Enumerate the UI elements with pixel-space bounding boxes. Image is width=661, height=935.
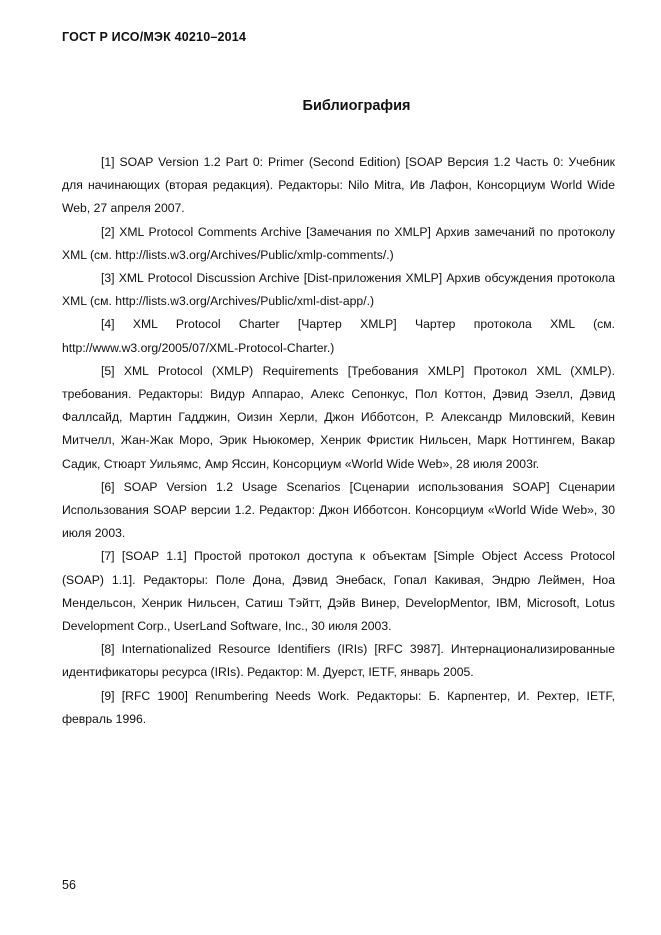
bibliography-entry-2: [2] XML Protocol Comments Archive [Замечания по XMLP] Архив замечаний по протоколу XML (см. http://lists.w3.org/Archives/Public/xmlp-comments/.) [62, 224, 615, 262]
bibliography-entry-5: [5] XML Protocol (XMLP) Requirements [Требования XMLP] Протокол XML (XMLP). требования. Редакторы: Видур Аппарао, Алекс Сепонкус, Пол Коттон, Дэвид Эзелл, Дэвид Фаллсайд, Мартин Гадджин, Оизин Херли, Джон Ибботсон, Р. Александр Миловский, Кевин Митчелл, Жан-Жак Моро, Эрик Ньюкомер, Хенрик Фристик Нильсен, Марк Ноттингем, Вакар Садик, Стюарт Уильямс, Амр Яссин, Консорциум «World Wide Web», 28 июля 2003г. [62, 363, 615, 471]
bibliography-entry-1: [1] SOAP Version 1.2 Part 0: Primer (Second Edition) [SOAP Версия 1.2 Часть 0: Учебник для начинающих (вторая редакция). Редакторы: Nilo Mitra, Ив Лафон, Консорциум World Wide Web, 27 апреля 2007. [62, 155, 615, 216]
bibliography-entry-9: [9] [RFC 1900] Renumbering Needs Work. Редакторы: Б. Карпентер, И. Рехтер, IETF, февраль 1996. [62, 688, 615, 726]
bibliography-entry-4: [4] XML Protocol Charter [Чартер XMLP] Чартер протокола XML (см. http://www.w3.org/2005/07/XML-Protocol-Charter.) [62, 317, 615, 355]
bibliography-entry-6: [6] SOAP Version 1.2 Usage Scenarios [Сценарии использования SOAP] Сценарии Использования SOAP версии 1.2. Редактор: Джон Ибботсон. Консорциум «World Wide Web», 30 июля 2003. [62, 479, 615, 541]
document-code-header: ГОСТ Р ИСО/МЭК 40210–2014 [62, 30, 247, 44]
page-title: Библиография [302, 98, 411, 114]
bibliography-list [62, 151, 615, 731]
page-number: 56 [62, 878, 76, 892]
bibliography-entry-8: [8] Internationalized Resource Identifiers (IRIs) [RFC 3987]. Интернационализированные идентификаторы ресурса (IRIs). Редактор: М. Дуерст, IETF, январь 2005. [62, 642, 615, 680]
bibliography-entry-7: [7] [SOAP 1.1] Простой протокол доступа к объектам [Simple Object Access Protocol (SOAP) 1.1]. Редакторы: Поле Дона, Дэвид Энебаск, Гопал Какивая, Эндрю Леймен, Ноа Мендельсон, Хенрик Нильсен, Сатиш Тэйтт, Дэйв Винер, DevelopMentor, IBM, Microsoft, Lotus Development Corp., UserLand Software, Inc., 30 июля 2003. [62, 549, 615, 634]
bibliography-entry-3: [3] XML Protocol Discussion Archive [Dist-приложения XMLP] Архив обсуждения протокола XML (см. http://lists.w3.org/Archives/Public/xml-dist-app/.) [62, 271, 615, 309]
